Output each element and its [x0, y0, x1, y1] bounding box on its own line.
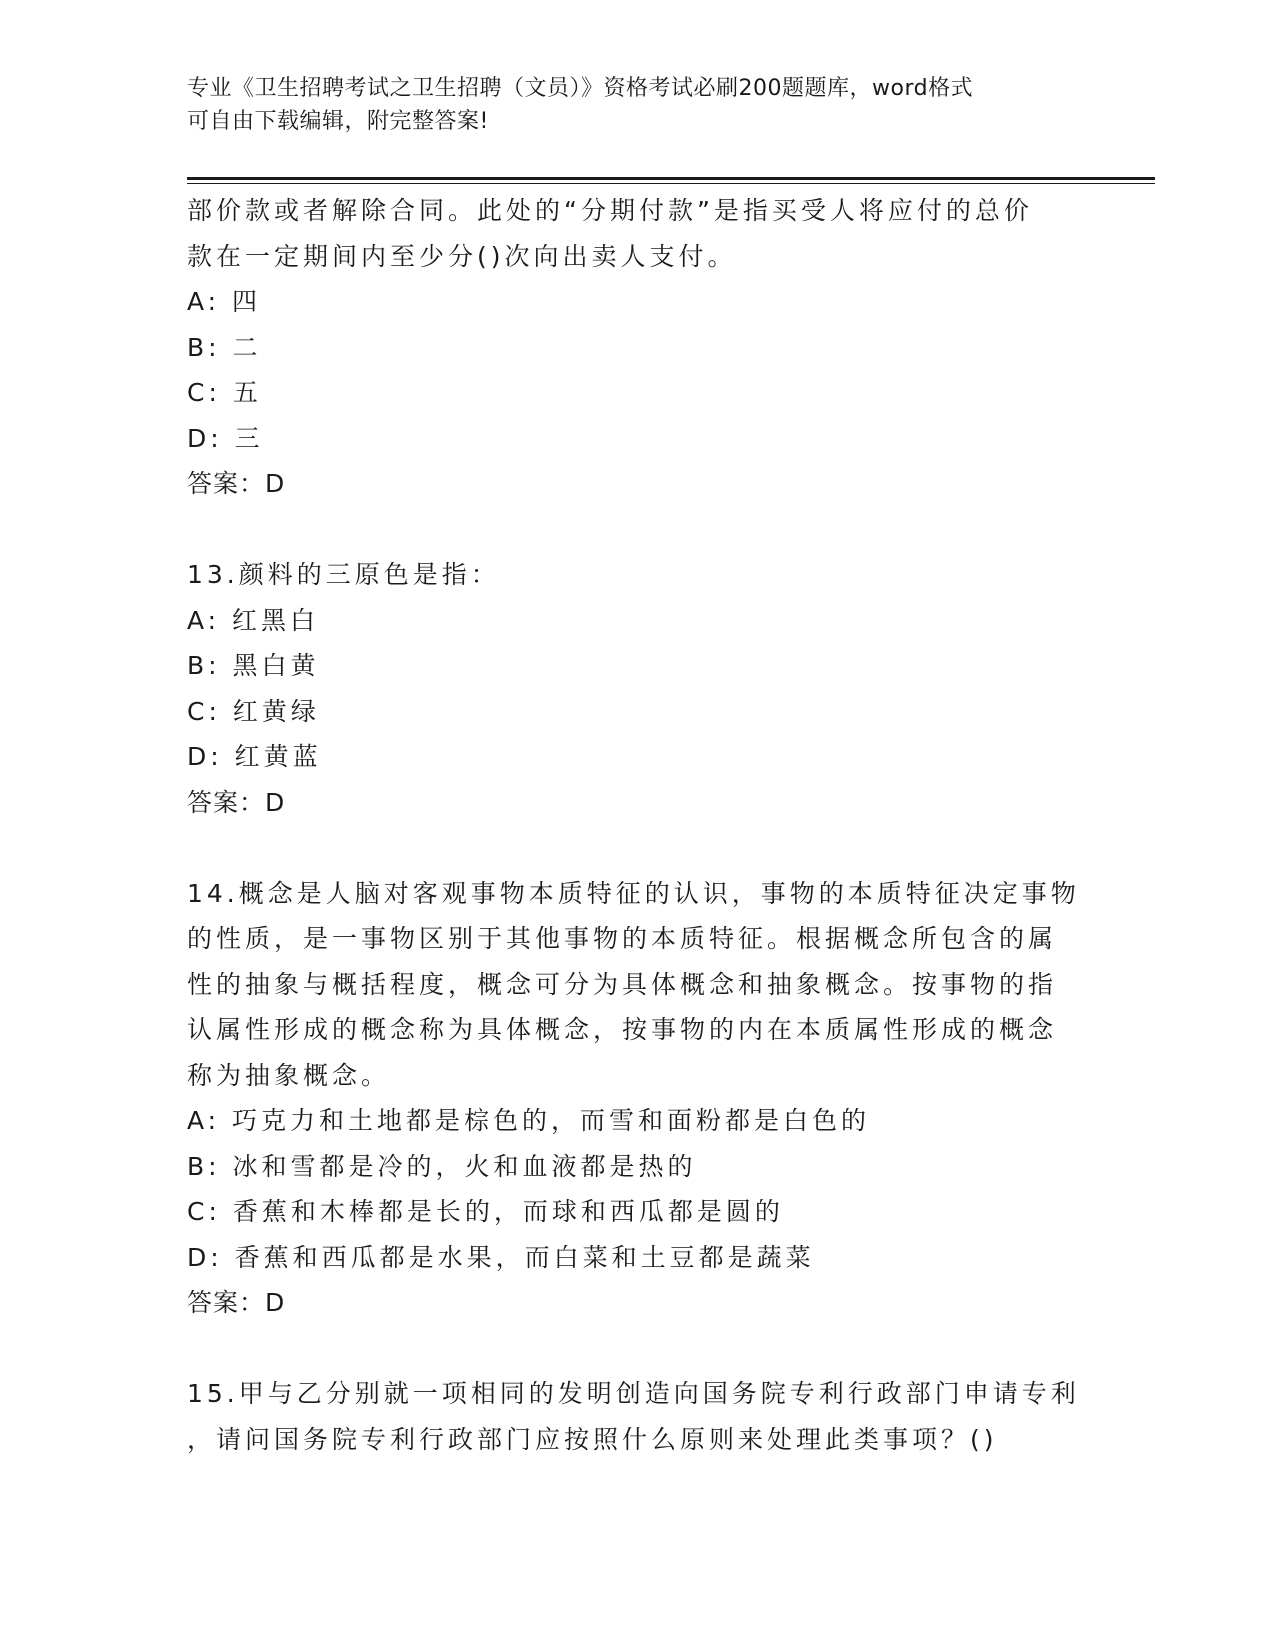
answer-line: 答案：D — [187, 787, 286, 817]
question-content — [187, 188, 1087, 1462]
option-c: C: 香蕉和木棒都是长的，而球和西瓜都是圆的 — [187, 1197, 784, 1226]
document-header — [187, 72, 1067, 138]
question-13 — [187, 552, 1087, 825]
header-rule-thin — [187, 183, 1155, 184]
option-a: A: 红黑白 — [187, 605, 320, 635]
question-text-line: 13.颜料的三原色是指： — [187, 560, 500, 589]
option-b: B: 黑白黄 — [187, 651, 320, 680]
option-d: D: 红黄蓝 — [187, 742, 322, 771]
spacer — [187, 825, 1087, 871]
question-text-line: 部价款或者解除合同。此处的“分期付款”是指买受人将应付的总价 — [187, 196, 1033, 225]
question-text-line: ，请问国务院专利行政部门应按照什么原则来处理此类事项？() — [187, 1424, 998, 1454]
answer-line: 答案：D — [187, 1288, 286, 1317]
option-d: D: 三 — [187, 423, 264, 453]
header-rule-thick — [187, 177, 1155, 180]
question-text-line: 15.甲与乙分别就一项相同的发明创造向国务院专利行政部门申请专利 — [187, 1379, 1080, 1408]
option-a: A: 巧克力和土地都是棕色的，而雪和面粉都是白色的 — [187, 1106, 871, 1135]
header-line-1: 专业《卫生招聘考试之卫生招聘（文员）》资格考试必刷200题题库，word格式 — [187, 76, 974, 101]
option-c: C: 红黄绿 — [187, 696, 320, 726]
option-b: B: 二 — [187, 332, 262, 362]
question-text-line: 的性质，是一事物区别于其他事物的本质特征。根据概念所包含的属 — [187, 924, 1058, 953]
question-12-continued — [187, 188, 1087, 507]
question-text-line: 称为抽象概念。 — [187, 1060, 391, 1090]
spacer — [187, 507, 1087, 553]
question-15 — [187, 1371, 1087, 1462]
option-d: D: 香蕉和西瓜都是水果，而白菜和土豆都是蔬菜 — [187, 1242, 815, 1272]
header-line-2: 可自由下载编辑，附完整答案! — [187, 109, 489, 134]
question-text-line: 14.概念是人脑对客观事物本质特征的认识，事物的本质特征决定事物 — [187, 878, 1080, 908]
question-text-line: 性的抽象与概括程度，概念可分为具体概念和抽象概念。按事物的指 — [187, 969, 1058, 999]
question-text-line: 款在一定期间内至少分()次向出卖人支付。 — [187, 241, 737, 271]
question-14 — [187, 871, 1087, 1326]
option-a: A: 四 — [187, 287, 262, 316]
option-b: B: 冰和雪都是冷的，火和血液都是热的 — [187, 1151, 697, 1181]
option-c: C: 五 — [187, 378, 262, 407]
answer-line: 答案：D — [187, 469, 286, 498]
question-text-line: 认属性形成的概念称为具体概念，按事物的内在本质属性形成的概念 — [187, 1015, 1058, 1044]
spacer — [187, 1326, 1087, 1372]
